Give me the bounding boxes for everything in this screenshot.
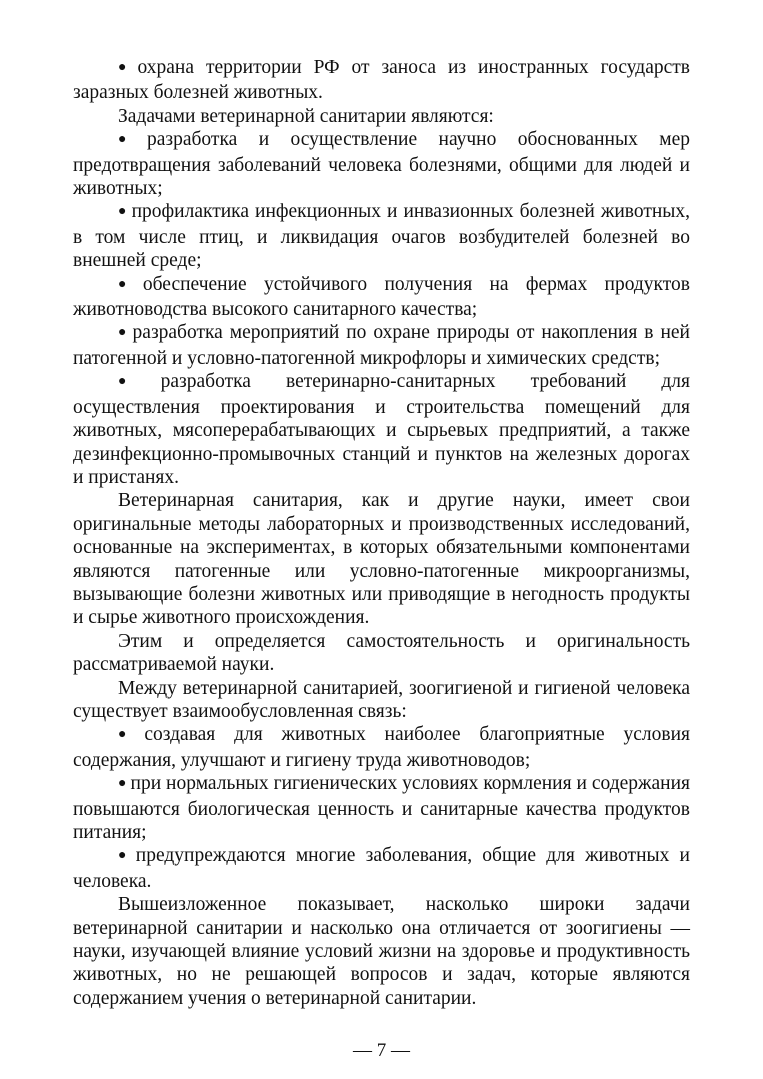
bullet-icon: ● [118,60,134,75]
bullet-icon: ● [118,727,141,743]
paragraph-relationship: Между ветеринарной санитарией, зоогигиеной и гигиеной человека существует взаимообусловленная связь: [73,677,690,722]
paragraph-methods: Ветеринарная санитария, как и другие науки, имеет свои оригинальные методы лабораторных и производственных исследований, основанные на экспериментах, в которых обязательными компонентами являются патогенные или условно-патогенные микроорганизмы, вызывающие болезни животных или приводящие в негодность продукты и сырье животного происхождения. [73,490,690,629]
bullet-icon: ● [118,204,128,220]
bullet-paragraph-1: ● охрана территории РФ от заноса из иностранных государств заразных болезней животных. [73,57,690,104]
bullet-paragraph-9: ● предупреждаются многие заболевания, общие для животных и человека. [73,845,690,892]
bullet-paragraph-6: ● разработка ветеринарно-санитарных требований для осуществления проектирования и строительства помещений для животных, мясоперерабатывающих и сырьевых предприятий, а также дезинфекционно-промывочных станций и пунктов на железных дорогах и пристанях. [73,371,690,488]
page-body [73,56,690,1010]
paragraph-independence: Этим и определяется самостоятельность и оригинальность рассматриваемой науки. [73,630,690,676]
bullet-icon: ● [118,132,143,148]
bullet-icon: ● [118,848,132,864]
page-number: — 7 — [353,1040,410,1061]
bullet-icon: ● [118,325,129,341]
bullet-paragraph-7: ● создавая для животных наиболее благоприятные условия содержания, улучшают и гигиену труда животноводов; [73,724,690,771]
bullet-icon: ● [118,276,139,292]
bullet-paragraph-2: ● разработка и осуществление научно обоснованных мер предотвращения заболеваний человека болезнями, общими для людей и животных; [73,129,690,200]
bullet-paragraph-8: ● при нормальных гигиенических условиях кормления и содержания повышаются биологическая ценность и санитарные качества продуктов питания; [73,773,690,843]
bullet-icon: ● [118,374,157,390]
paragraph-conclusion: Вышеизложенное показывает, насколько широки задачи ветеринарной санитарии и насколько она отличается от зоогигиены — науки, изучающей влияние условий жизни на здоровье и продуктивность животных, но не решающей вопросов и задач, которые являются содержанием учения о ветеринарной санитарии. [73,894,690,1009]
bullet-paragraph-5: ● разработка мероприятий по охране природы от накопления в ней патогенной и условно-патогенной микрофлоры и химических средств; [73,322,690,369]
paragraph-tasks-intro: Задачами ветеринарной санитарии являются: [118,105,494,127]
bullet-paragraph-3: ● профилактика инфекционных и инвазионных болезней животных, в том числе птиц, и ликвидация очагов возбудителей болезней во внешней среде; [73,201,691,272]
bullet-paragraph-4: ● обеспечение устойчивого получения на фермах продуктов животноводства высокого санитарного качества; [73,273,690,321]
bullet-icon: ● [118,776,127,792]
